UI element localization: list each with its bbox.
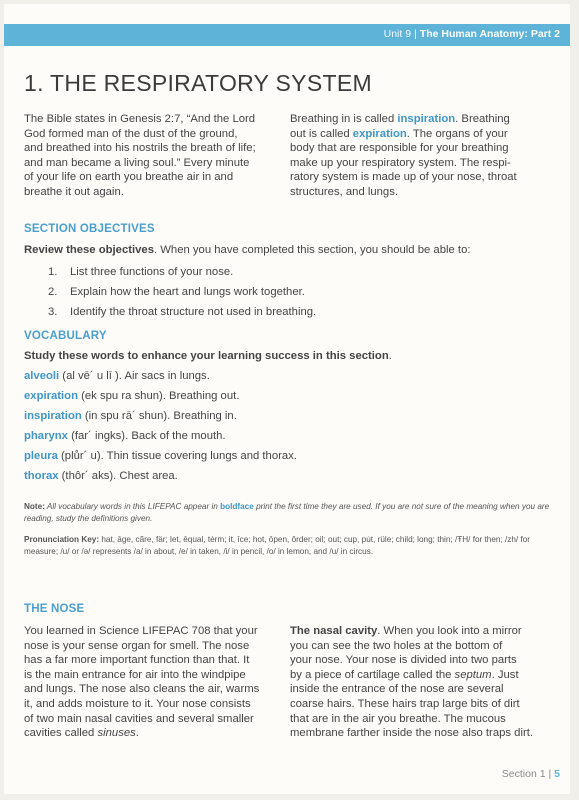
vocab-item bbox=[24, 450, 297, 462]
intro-left-line: and breathed into his nostrils the breath of life; bbox=[24, 142, 256, 155]
vocabulary-note bbox=[24, 501, 552, 524]
nose-right bbox=[290, 624, 554, 741]
nose-left bbox=[24, 624, 286, 741]
vocab-term: pharynx bbox=[24, 430, 68, 442]
objective-text: Explain how the heart and lungs work together. bbox=[70, 286, 305, 298]
vocab-term: expiration bbox=[24, 390, 78, 402]
term-expiration: expiration bbox=[352, 127, 407, 140]
pronunciation-label: Pronunciation Key: bbox=[24, 535, 100, 544]
objectives-lead-bold: Review these objectives bbox=[24, 244, 154, 256]
intro-left-line: breathe it out again. bbox=[24, 185, 124, 198]
nose-right-line: membrane farther inside the nose also traps dirt. bbox=[290, 727, 534, 740]
note-label: Note: bbox=[24, 502, 45, 511]
objective-number: 3. bbox=[48, 306, 58, 318]
objectives-lead-rest: . When you have completed this section, you should be able to: bbox=[153, 244, 471, 256]
text-run: out is called bbox=[290, 127, 353, 140]
vocab-item bbox=[24, 390, 239, 402]
vocab-term: pleura bbox=[24, 450, 58, 462]
vocab-term: thorax bbox=[24, 470, 59, 482]
vocab-definition: (far´ ingks). Back of the mouth. bbox=[67, 430, 226, 442]
text-run: . Just bbox=[491, 668, 519, 681]
objective-item bbox=[48, 286, 305, 298]
vocab-item bbox=[24, 470, 178, 482]
nose-left-line: You learned in Science LIFEPAC 708 that your bbox=[24, 625, 258, 637]
nose-right-line: that are in the air you breathe. The mucous bbox=[290, 712, 506, 725]
intro-right bbox=[290, 112, 552, 200]
header-unit: Unit 9 bbox=[383, 28, 412, 40]
vocab-term: alveoli bbox=[24, 370, 60, 382]
objective-item bbox=[48, 266, 233, 278]
nose-left-line bbox=[24, 726, 286, 741]
intro-left-line: and man became a living soul.” Every minute bbox=[24, 156, 250, 169]
nose-left-line: has a far more important function than that. It bbox=[24, 654, 250, 667]
header-title: The Human Anatomy: Part 2 bbox=[419, 28, 560, 40]
nose-right-line bbox=[290, 624, 554, 639]
footer-separator: | bbox=[548, 768, 552, 780]
intro-left-line: of your life on earth you breathe air in and bbox=[24, 171, 234, 184]
intro-left bbox=[24, 112, 282, 200]
page-title: 1. THE RESPIRATORY SYSTEM bbox=[24, 70, 372, 96]
intro-left-line: God formed man of the dust of the ground, bbox=[24, 127, 238, 140]
objective-number: 2. bbox=[48, 286, 58, 298]
term-septum: septum bbox=[454, 668, 492, 681]
nose-right-line bbox=[290, 668, 554, 683]
text-run: . bbox=[135, 727, 139, 740]
vocabulary-heading: VOCABULARY bbox=[24, 330, 107, 342]
nose-left-line: of two main nasal cavities and several smaller bbox=[24, 712, 254, 725]
vocabulary-lead-rest: . bbox=[388, 350, 392, 362]
objective-text: List three functions of your nose. bbox=[70, 266, 234, 278]
header-separator: | bbox=[414, 28, 417, 40]
term-inspiration: inspiration bbox=[397, 113, 456, 125]
note-text: print the first time they are used. If you are not sure of the meaning when you are reading, study the definitions given. bbox=[24, 502, 550, 523]
nose-heading: THE NOSE bbox=[24, 603, 85, 615]
nose-right-line: coarse hairs. These hairs trap large bits of dirt bbox=[290, 697, 520, 710]
intro-right-line bbox=[290, 112, 552, 127]
vocabulary-lead-bold: Study these words to enhance your learning success in this section bbox=[24, 350, 389, 362]
pronunciation-key bbox=[24, 534, 552, 557]
objective-number: 1. bbox=[48, 266, 58, 278]
intro-right-line: body that are responsible for your breathing bbox=[290, 142, 509, 155]
objective-item bbox=[48, 306, 316, 318]
vocab-definition: (ek spu ra shun). Breathing out. bbox=[78, 390, 240, 402]
intro-left-line: The Bible states in Genesis 2:7, “And the Lord bbox=[24, 113, 256, 125]
vocab-item bbox=[24, 370, 210, 382]
nose-left-line: is the main entrance for air into the windpipe bbox=[24, 668, 246, 681]
text-run: Breathing in is called bbox=[290, 113, 398, 125]
text-run: . When you look into a mirror bbox=[377, 625, 522, 637]
vocab-definition: (thôr´ aks). Chest area. bbox=[58, 470, 178, 482]
intro-right-line: ratory system is made up of your nose, throat bbox=[290, 171, 517, 184]
vocab-definition: (plůr´ u). Thin tissue covering lungs and thorax. bbox=[57, 450, 297, 462]
page bbox=[4, 4, 570, 794]
nose-left-line: and lungs. The nose also cleans the air, warms bbox=[24, 683, 260, 696]
footer-section: Section 1 bbox=[501, 768, 546, 780]
vocab-item bbox=[24, 430, 226, 442]
nose-right-line: your nose. Your nose is divided into two parts bbox=[290, 654, 517, 667]
pronunciation-text: hat, āge, cãre, fär; let, ēqual, tėrm; it, īce; hot, ōpen, ôrder; oil; out; cup, pu̇t, rüle; child; long; thin; /ŦH/ for then; /zh/ for measure; /u/ or /ə/ represents /a/ in about, /e/ in taken, /i/ in pencil, /o/ in lemon, and /u/ in circus. bbox=[24, 535, 531, 556]
term-sinuses: sinuses bbox=[97, 727, 136, 740]
intro-right-line bbox=[290, 127, 552, 142]
objectives-heading: SECTION OBJECTIVES bbox=[24, 223, 155, 235]
vocab-item bbox=[24, 410, 237, 422]
note-boldface: boldface bbox=[220, 502, 254, 511]
vocab-definition: (al vē´ u lī ). Air sacs in lungs. bbox=[59, 370, 210, 382]
text-run: cavities called bbox=[24, 727, 98, 740]
page-footer bbox=[502, 768, 560, 780]
vocab-term: inspiration bbox=[24, 410, 82, 422]
text-run: . Breathing bbox=[455, 113, 510, 125]
objectives-lead bbox=[24, 244, 471, 256]
objective-text: Identify the throat structure not used in breathing. bbox=[70, 306, 317, 318]
page-number: 5 bbox=[554, 768, 560, 780]
text-run: . The organs of your bbox=[406, 127, 508, 140]
intro-right-line: structures, and lungs. bbox=[290, 185, 399, 198]
running-header bbox=[384, 28, 560, 40]
text-run: by a piece of cartilage called the bbox=[290, 668, 455, 681]
nose-left-line: nose is your sense organ for smell. The nose bbox=[24, 639, 250, 652]
intro-right-line: make up your respiratory system. The respi- bbox=[290, 156, 511, 169]
note-text: All vocabulary words in this LIFEPAC appear in bbox=[44, 502, 221, 511]
vocabulary-lead bbox=[24, 350, 392, 362]
nasal-cavity-lead: The nasal cavity bbox=[290, 625, 378, 637]
header-bar bbox=[4, 24, 570, 46]
nose-left-line: it, and adds moisture to it. Your nose consists bbox=[24, 697, 251, 710]
vocab-definition: (in spu rā´ shun). Breathing in. bbox=[81, 410, 237, 422]
nose-right-line: inside the entrance of the nose are several bbox=[290, 683, 504, 696]
nose-right-line: you can see the two holes at the bottom of bbox=[290, 639, 503, 652]
